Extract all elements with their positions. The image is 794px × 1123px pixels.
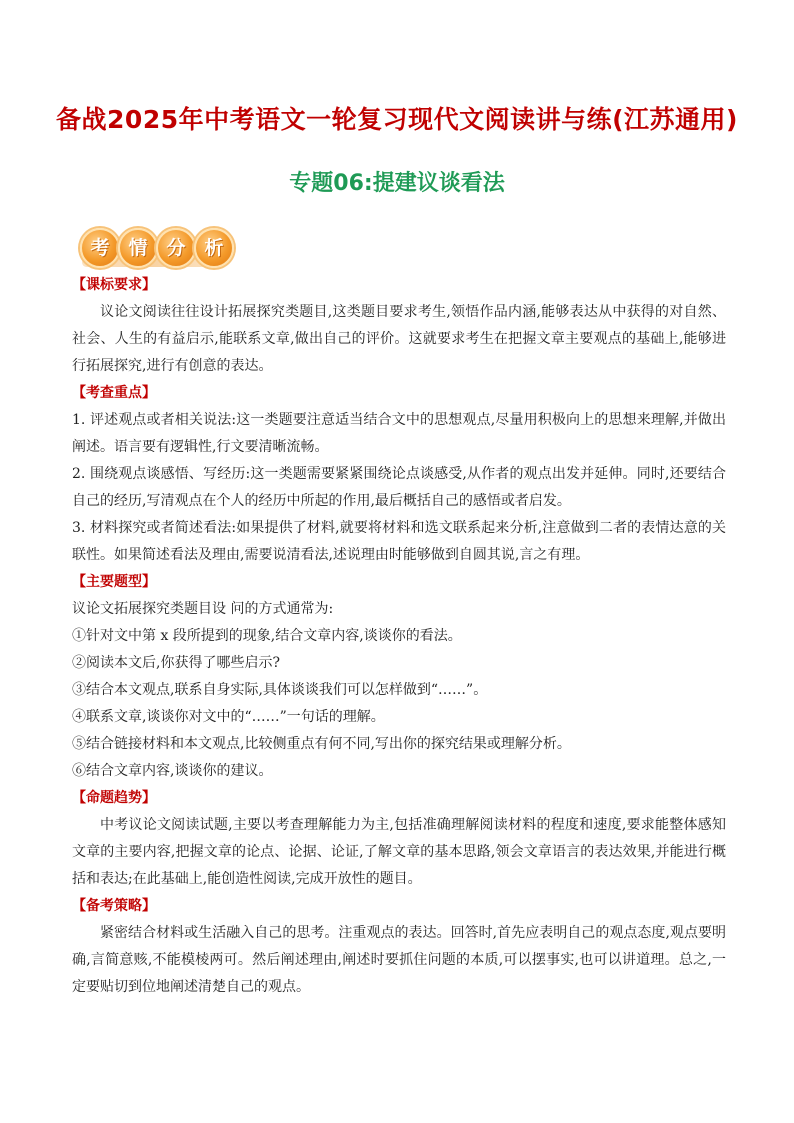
exam-analysis-banner bbox=[74, 222, 234, 268]
topic-subtitle: 专题06:提建议谈看法 bbox=[289, 171, 505, 196]
question-type-item: ③结合本文观点,联系自身实际,具体谈谈我们可以怎样做到“……”。 bbox=[72, 682, 488, 698]
question-types-intro: 议论文拓展探究类题目设 问的方式通常为: bbox=[72, 601, 334, 617]
section-heading-strategy: 【备考策略】 bbox=[72, 898, 156, 914]
banner-char-badge: 情 bbox=[118, 228, 158, 268]
trend-paragraph: 中考议论文阅读试题,主要以考查理解能力为主,包括准确理解阅读材料的程度和速度,要求能整体感知文章的主要内容,把握文章的论点、论据、论证,了解文章的基本思路,领会文章语言的表达效果,并能进行概括和表达;在此基础上,能创造性阅读,完成开放性的题目。 bbox=[72, 817, 726, 887]
focus-item: 2. 围绕观点谈感悟、写经历:这一类题需要紧紧围绕论点谈感受,从作者的观点出发并延伸。同时,还要结合自己的经历,写清观点在个人的经历中所起的作用,最后概括自己的感悟或者启发。 bbox=[72, 466, 726, 509]
section-heading-question-types: 【主要题型】 bbox=[72, 574, 156, 590]
question-type-item: ⑤结合链接材料和本文观点,比较侧重点有何不同,写出你的探究结果或理解分析。 bbox=[72, 736, 571, 752]
banner-char-badge: 分 bbox=[156, 228, 196, 268]
document-title: 备战2025年中考语文一轮复习现代文阅读讲与练(江苏通用) bbox=[56, 105, 738, 134]
focus-item: 1. 评述观点或者相关说法:这一类题要注意适当结合文中的思想观点,尽量用积极向上的思想来理解,并做出阐述。语言要有逻辑性,行文要清晰流畅。 bbox=[72, 412, 726, 455]
curriculum-paragraph: 议论文阅读往往设计拓展探究类题目,这类题目要求考生,领悟作品内涵,能够表达从中获得的对自然、社会、人生的有益启示,能联系文章,做出自己的评价。这就要求考生在把握文章主要观点的基础上,能够进行拓展探究,进行有创意的表达。 bbox=[72, 304, 726, 374]
banner-char-badge: 考 bbox=[80, 228, 120, 268]
focus-item: 3. 材料探究或者简述看法:如果提供了材料,就要将材料和选文联系起来分析,注意做到二者的表情达意的关联性。如果简述看法及理由,需要说清看法,述说理由时能够做到自圆其说,言之有理。 bbox=[72, 520, 726, 563]
section-heading-trend: 【命题趋势】 bbox=[72, 790, 156, 806]
question-type-item: ①针对文中第 x 段所提到的现象,结合文章内容,谈谈你的看法。 bbox=[72, 628, 462, 644]
main-content bbox=[72, 272, 726, 1001]
strategy-paragraph: 紧密结合材料或生活融入自己的思考。注重观点的表达。回答时,首先应表明自己的观点态度,观点要明确,言简意赅,不能模棱两可。然后阐述理由,阐述时要抓住问题的本质,可以摆事实,也可以讲道理。总之,一定要贴切到位地阐述清楚自己的观点。 bbox=[72, 925, 726, 995]
question-type-item: ②阅读本文后,你获得了哪些启示? bbox=[72, 655, 280, 671]
section-heading-curriculum: 【课标要求】 bbox=[72, 277, 156, 293]
section-heading-focus: 【考查重点】 bbox=[72, 385, 156, 401]
question-type-item: ⑥结合文章内容,谈谈你的建议。 bbox=[72, 763, 273, 779]
banner-char-badge: 析 bbox=[194, 228, 234, 268]
question-type-item: ④联系文章,谈谈你对文中的“……”一句话的理解。 bbox=[72, 709, 385, 725]
